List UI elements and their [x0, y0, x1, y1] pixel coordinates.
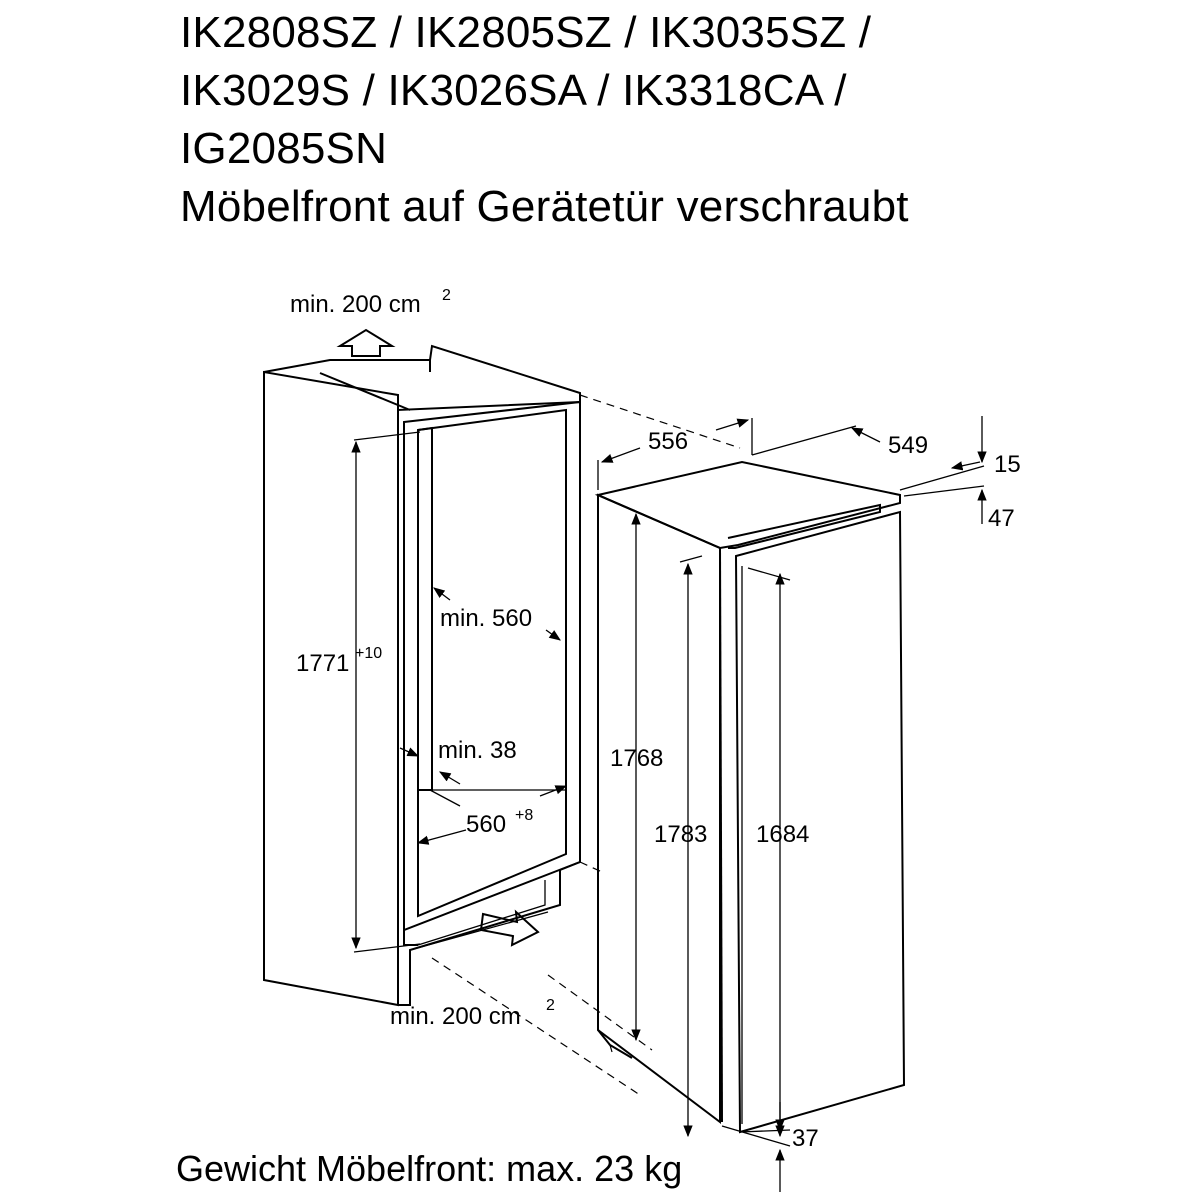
appliance — [598, 462, 904, 1132]
height-1783-label: 1783 — [654, 821, 708, 848]
gap-47-label: 47 — [988, 505, 1015, 532]
vent-top-label: min. 200 cm — [290, 291, 421, 318]
bottom-37-label: 37 — [792, 1125, 819, 1152]
niche-width-min-label: min. 560 — [440, 605, 533, 632]
vent-top-arrow-icon — [340, 330, 392, 356]
wall-min-label: min. 38 — [438, 737, 517, 764]
depth-556-label: 556 — [648, 428, 689, 455]
depth-549-label: 549 — [888, 432, 929, 459]
niche-width-sup: +8 — [515, 807, 534, 824]
title-line-4: Möbelfront auf Gerätetür verschraubt — [180, 182, 909, 231]
height-1768-label: 1768 — [610, 745, 664, 772]
title-line-1: IK2808SZ / IK2805SZ / IK3035SZ / — [180, 8, 872, 57]
vent-bottom-label: min. 200 cm — [390, 1003, 521, 1030]
niche-width-label: 560 — [466, 811, 507, 838]
vent-top-sup: 2 — [442, 287, 451, 304]
gap-15-label: 15 — [994, 451, 1021, 478]
footer-weight-note: Gewicht Möbelfront: max. 23 kg — [176, 1148, 683, 1189]
niche-height-label: 1771 — [296, 650, 350, 677]
height-1684-label: 1684 — [756, 821, 810, 848]
title-line-3: IG2085SN — [180, 124, 388, 173]
vent-bottom-sup: 2 — [546, 997, 555, 1014]
niche-height-sup: +10 — [355, 645, 383, 662]
title-line-2: IK3029S / IK3026SA / IK3318CA / — [180, 66, 847, 115]
